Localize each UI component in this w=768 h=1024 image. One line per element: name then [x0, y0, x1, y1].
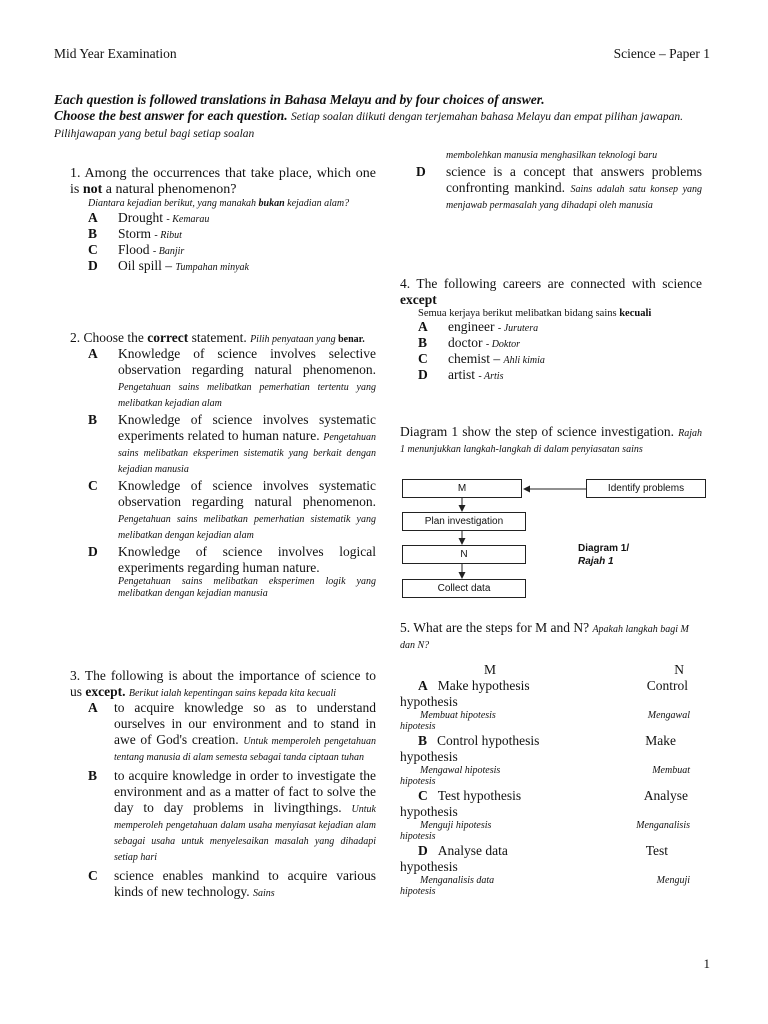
diagram-intro-text: Diagram 1 show the step of science investigation. — [400, 424, 674, 439]
option-m: Control hypothesis — [437, 733, 540, 748]
option-letter: B — [88, 768, 98, 783]
option-text: chemist – — [448, 351, 501, 366]
box-m: M — [402, 479, 522, 498]
q1-option-b[interactable] — [88, 226, 376, 242]
option-malay: - Ribut — [154, 230, 182, 241]
option-malay: - Kemarau — [166, 214, 210, 225]
q2-option-d[interactable] — [88, 544, 376, 600]
q1-text-end: a natural phenomenon? — [102, 182, 237, 197]
question-5 — [400, 620, 702, 898]
q4-option-b[interactable] — [418, 335, 702, 351]
option-text: science enables mankind to acquire various kinds of new technology. — [114, 868, 376, 899]
column-m: M — [484, 662, 497, 677]
option-text: Oil spill – — [118, 258, 173, 273]
q2-text-end: statement. — [188, 330, 247, 345]
option-text: artist — [448, 367, 475, 382]
q1-keyword: not — [82, 182, 103, 197]
option-m: Analyse data — [437, 843, 508, 858]
option-n-malay-cont: hipotesis — [400, 831, 436, 842]
option-n-cont: hypothesis — [400, 804, 458, 819]
option-n-cont: hypothesis — [400, 749, 458, 764]
option-n-malay: Mengawal — [647, 710, 690, 721]
option-letter: B — [418, 335, 428, 350]
q2-number: 2. — [70, 330, 81, 345]
q4-number: 4. — [400, 276, 411, 291]
q2-text: Choose the — [83, 330, 148, 345]
header-title: Mid Year Examination — [54, 46, 177, 61]
option-letter: B — [418, 733, 428, 748]
box-n: N — [402, 545, 526, 564]
option-malay: - Doktor — [485, 339, 521, 350]
option-malay: - Banjir — [152, 246, 185, 257]
option-m: Make hypothesis — [437, 678, 530, 693]
option-letter: D — [418, 367, 428, 382]
q2-malay-keyword: benar. — [338, 334, 365, 345]
option-text: engineer — [448, 319, 495, 334]
q2-option-c[interactable] — [88, 478, 376, 542]
q1-malay: Diantara kejadian berikut, yang manakah — [88, 198, 259, 209]
diagram-intro-malay: Rajah 1 menunjukkan langkah-langkah di dalam penyiasatan sains — [400, 428, 703, 455]
q1-option-a[interactable] — [88, 210, 376, 226]
q2-keyword: correct — [147, 330, 189, 345]
option-text: doctor — [448, 335, 483, 350]
option-n-cont: hypothesis — [400, 859, 458, 874]
option-letter: D — [88, 544, 98, 559]
option-letter: C — [88, 478, 98, 493]
box-plan-investigation: Plan investigation — [402, 512, 526, 531]
option-text: to acquire knowledge in order to investigate the environment and as a matter of fact to solve the day to day problems in livingthings. — [114, 768, 376, 815]
option-n-malay: Menganalisis — [636, 820, 690, 831]
q5-option-b[interactable] — [400, 733, 702, 788]
option-n-malay-cont: hipotesis — [400, 776, 436, 787]
question-1 — [70, 166, 376, 274]
box-collect-data: Collect data — [402, 579, 526, 598]
option-malay: Ahli kimia — [503, 355, 545, 366]
q3-option-c-malay-cont: membolehkan manusia menghasilkan teknologi baru — [446, 150, 658, 161]
q4-malay-keyword: kecuali — [619, 308, 652, 319]
option-malay: Tumpahan minyak — [175, 262, 249, 273]
option-letter: C — [88, 242, 98, 257]
option-letter: B — [88, 226, 98, 241]
option-m: Test hypothesis — [437, 788, 522, 803]
option-letter: A — [88, 210, 98, 225]
instruction-line1: Each question is followed translations in Bahasa Melayu and by four choices of answer. — [54, 92, 545, 107]
option-malay: Sains adalah satu konsep yang menjawab permasalah yang dihadapi oleh manusia — [446, 184, 703, 211]
option-n-cont: hypothesis — [400, 694, 458, 709]
q5-option-a[interactable] — [400, 678, 702, 733]
option-malay: - Jurutera — [497, 323, 539, 334]
q1-text: Among the occurrences that take place, which one is — [70, 166, 376, 197]
option-letter: A — [418, 678, 428, 693]
q5-number: 5. — [400, 620, 411, 635]
option-text: Knowledge of science involves logical experiments regarding human nature. — [118, 544, 376, 575]
q3-option-d[interactable] — [416, 164, 702, 212]
q2-option-a[interactable] — [88, 346, 376, 410]
option-n: Make — [645, 733, 676, 748]
option-m-malay: Mengawal hipotesis — [420, 765, 501, 776]
diagram-caption-en: Diagram 1/ — [578, 543, 630, 554]
option-n: Control — [646, 678, 688, 693]
option-text: to acquire knowledge so as to understand ourselves in our environment and to stand in awe of God's creation. — [114, 700, 376, 747]
diagram-arrows — [400, 470, 710, 600]
q4-option-d[interactable] — [418, 367, 702, 383]
question-3-continued — [400, 150, 702, 212]
diagram-intro — [400, 424, 702, 456]
q3-keyword: except. — [85, 684, 126, 699]
option-letter: C — [418, 788, 428, 803]
option-letter: B — [88, 412, 98, 427]
option-text: Knowledge of science involves selective observation regarding natural phenomenon. — [118, 346, 376, 377]
option-n-malay-cont: hipotesis — [400, 886, 436, 897]
box-identify-problems: Identify problems — [586, 479, 706, 498]
q1-malay-end: kejadian alam? — [284, 198, 350, 209]
page-number: 1 — [703, 956, 710, 971]
instruction-malay: Setiap soalan diikuti dengan terjemahan bahasa Melayu dan empat pilihan jawapan. Pilihjawapan yang betul bagi setiap soalan — [54, 111, 683, 140]
option-text: Knowledge of science involves systematic observation regarding natural phenomenon. — [118, 478, 376, 509]
option-n: Analyse — [643, 788, 688, 803]
q3-option-b[interactable] — [88, 768, 376, 864]
option-text: Drought — [118, 210, 163, 225]
option-malay: Pengetahuan sains melibatkan pemerhatian sistematik yang melibatkan dengan kejadian alam — [118, 514, 376, 541]
q4-text: The following careers are connected with science — [416, 276, 702, 291]
q1-malay-keyword: bukan — [258, 198, 285, 209]
q1-number: 1. — [70, 166, 81, 181]
option-letter: A — [88, 700, 98, 715]
option-malay: - Artis — [478, 371, 504, 382]
question-2 — [70, 330, 376, 600]
q4-option-c[interactable] — [418, 351, 702, 367]
option-m-malay: Menganalisis data — [420, 875, 495, 886]
q2-malay: Pilih penyataan yang — [250, 334, 339, 345]
option-letter: D — [88, 258, 98, 273]
q4-malay: Semua kerjaya berikut melibatkan bidang sains — [418, 308, 620, 319]
option-m-malay: Membuat hipotesis — [420, 710, 496, 721]
option-malay: Untuk memperoleh pengetahuan dalam usaha menyiasat kejadian alam sebagai usaha untuk menyelesaikan masalah yang dihadapi setiap hari — [114, 804, 376, 863]
option-n-malay-cont: hipotesis — [400, 721, 436, 732]
option-text: Storm — [118, 226, 152, 241]
question-4 — [400, 276, 702, 383]
diagram-caption — [578, 542, 629, 568]
option-m-malay: Menguji hipotesis — [420, 820, 492, 831]
q3-text: The following is about the importance of science to us — [70, 668, 376, 699]
column-n: N — [674, 662, 684, 677]
q4-keyword: except — [400, 292, 437, 307]
header-paper: Science – Paper 1 — [613, 46, 710, 61]
option-letter: A — [88, 346, 98, 361]
instructions — [54, 92, 714, 142]
option-text: science is a concept that answers problems confronting mankind. — [446, 164, 702, 195]
q5-option-d[interactable] — [400, 843, 702, 898]
option-text: Knowledge of science involves systematic experiments related to human nature. — [118, 412, 376, 443]
option-malay: Pengetahuan sains melibatkan pemerhatian tertentu yang melibatkan kejadian alam — [118, 382, 376, 409]
q4-option-a[interactable] — [418, 319, 702, 335]
q5-option-c[interactable] — [400, 788, 702, 843]
option-malay: Sains — [252, 888, 275, 899]
q5-malay: Apakah langkah bagi M dan N? — [400, 624, 689, 651]
option-malay: Pengetahuan sains melibatkan eksperimen logik yang melibatkan dengan kejadian manusia — [118, 576, 376, 599]
q2-option-b[interactable] — [88, 412, 376, 476]
option-letter: D — [416, 164, 426, 179]
option-n: Test — [645, 843, 668, 858]
q1-option-c[interactable] — [88, 242, 376, 258]
q3-number: 3. — [70, 668, 81, 683]
q3-option-a[interactable] — [88, 700, 376, 764]
question-3 — [70, 668, 376, 900]
instruction-line2: Choose the best answer for each question. — [54, 108, 288, 123]
diagram-caption-ms: Rajah 1 — [578, 556, 614, 567]
option-letter: C — [88, 868, 98, 883]
q1-option-d[interactable] — [88, 258, 376, 274]
option-letter: D — [418, 843, 428, 858]
option-letter: A — [418, 319, 428, 334]
q5-column-headers — [400, 662, 702, 678]
option-malay: Untuk memperoleh pengetahuan tentang manusia di alam semesta sebagai tanda ciptaan tuhan — [114, 736, 377, 763]
option-n-malay: Menguji — [656, 875, 690, 886]
option-n-malay: Membuat — [652, 765, 690, 776]
q5-text: What are the steps for M and N? — [413, 620, 590, 635]
q3-malay: Berikut ialah kepentingan sains kepada kita kecuali — [128, 688, 337, 699]
option-text: Flood — [118, 242, 150, 257]
option-malay: Pengetahuan sains melibatkan eksperimen sistematik yang berkait dengan kejadian manusia — [118, 432, 376, 475]
q3-option-c[interactable] — [88, 868, 376, 900]
option-letter: C — [418, 351, 428, 366]
